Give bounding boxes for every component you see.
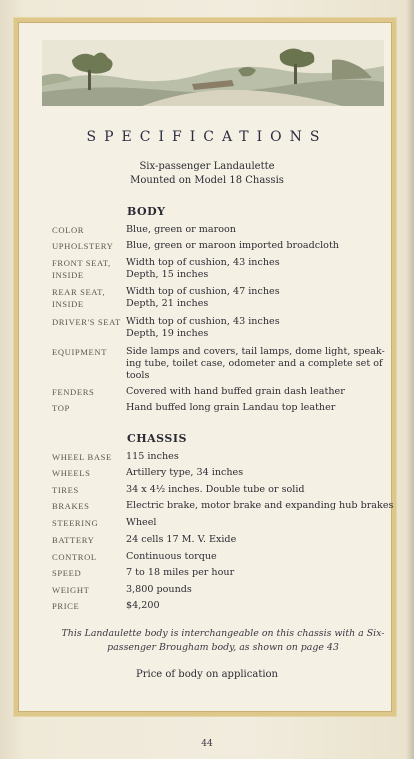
interchangeable-note	[52, 627, 394, 655]
spec-value-cont: tools	[126, 370, 150, 381]
spec-label: TIRES	[52, 485, 79, 495]
spec-value: 3,800 pounds	[126, 584, 192, 595]
spec-value: Width top of cushion, 43 inches	[126, 316, 280, 327]
spec-label: WEIGHT	[52, 585, 90, 595]
spec-label: WHEEL BASE	[52, 452, 112, 462]
page-title: SPECIFICATIONS	[86, 129, 328, 145]
spine-shadow	[406, 0, 414, 759]
spec-value: Blue, green or maroon imported broadcloth	[126, 240, 339, 251]
spec-label: PRICE	[52, 601, 80, 611]
spec-value: Hand buffed long grain Landau top leather	[126, 402, 336, 413]
spec-label: CONTROL	[52, 552, 97, 562]
subtitle-line-2: Mounted on Model 18 Chassis	[130, 175, 284, 186]
spec-label-cont: INSIDE	[52, 299, 84, 309]
spec-label: TOP	[52, 403, 70, 413]
spec-value: 7 to 18 miles per hour	[126, 567, 235, 578]
price-on-application: Price of body on application	[136, 669, 278, 680]
spec-value: 34 x 4½ inches. Double tube or solid	[126, 484, 305, 495]
spec-value: Covered with hand buffed grain dash leather	[126, 386, 345, 397]
spec-value: Blue, green or maroon	[126, 224, 236, 235]
spec-label: WHEELS	[52, 468, 91, 478]
spec-label: STEERING	[52, 518, 99, 528]
spec-label: FRONT SEAT,	[52, 258, 111, 268]
spec-label: DRIVER'S SEAT	[52, 317, 121, 327]
chassis-heading: CHASSIS	[127, 432, 187, 445]
spec-value-cont: Depth, 19 inches	[126, 328, 209, 339]
spec-value: Side lamps and covers, tail lamps, dome light, speak-	[126, 346, 385, 357]
body-heading: BODY	[127, 205, 166, 218]
page-number: 44	[201, 739, 213, 749]
spec-value: 24 cells 17 M. V. Exide	[126, 534, 237, 545]
spec-label-cont: INSIDE	[52, 270, 84, 280]
spec-value-cont: Depth, 21 inches	[126, 298, 209, 309]
spec-value: $4,200	[126, 600, 160, 611]
spec-value-cont: Depth, 15 inches	[126, 269, 209, 280]
spec-label: REAR SEAT,	[52, 287, 106, 297]
spec-value: Continuous torque	[126, 551, 217, 562]
spec-value: Wheel	[126, 517, 157, 528]
spec-value: Artillery type, 34 inches	[126, 467, 244, 478]
note-line-1: This Landaulette body is interchangeable on this chassis with a Six-	[61, 628, 385, 639]
spec-label: SPEED	[52, 568, 82, 578]
spec-value: 115 inches	[126, 451, 179, 462]
spec-value: Electric brake, motor brake and expanding hub brakes	[126, 500, 394, 511]
spec-label: BRAKES	[52, 501, 90, 511]
spec-label: BATTERY	[52, 535, 95, 545]
spec-label: FENDERS	[52, 387, 95, 397]
spec-label: EQUIPMENT	[52, 347, 108, 357]
spec-label: COLOR	[52, 225, 85, 235]
note-line-2: passenger Brougham body, as shown on page 43	[107, 642, 339, 653]
subtitle-line-1: Six-passenger Landaulette	[139, 161, 275, 172]
spec-label: UPHOLSTERY	[52, 241, 114, 251]
spec-value: Width top of cushion, 43 inches	[126, 257, 280, 268]
spec-value: Width top of cushion, 47 inches	[126, 286, 280, 297]
landscape-illustration	[42, 40, 384, 106]
spec-value-cont: ing tube, toilet case, odometer and a complete set of	[126, 358, 383, 369]
